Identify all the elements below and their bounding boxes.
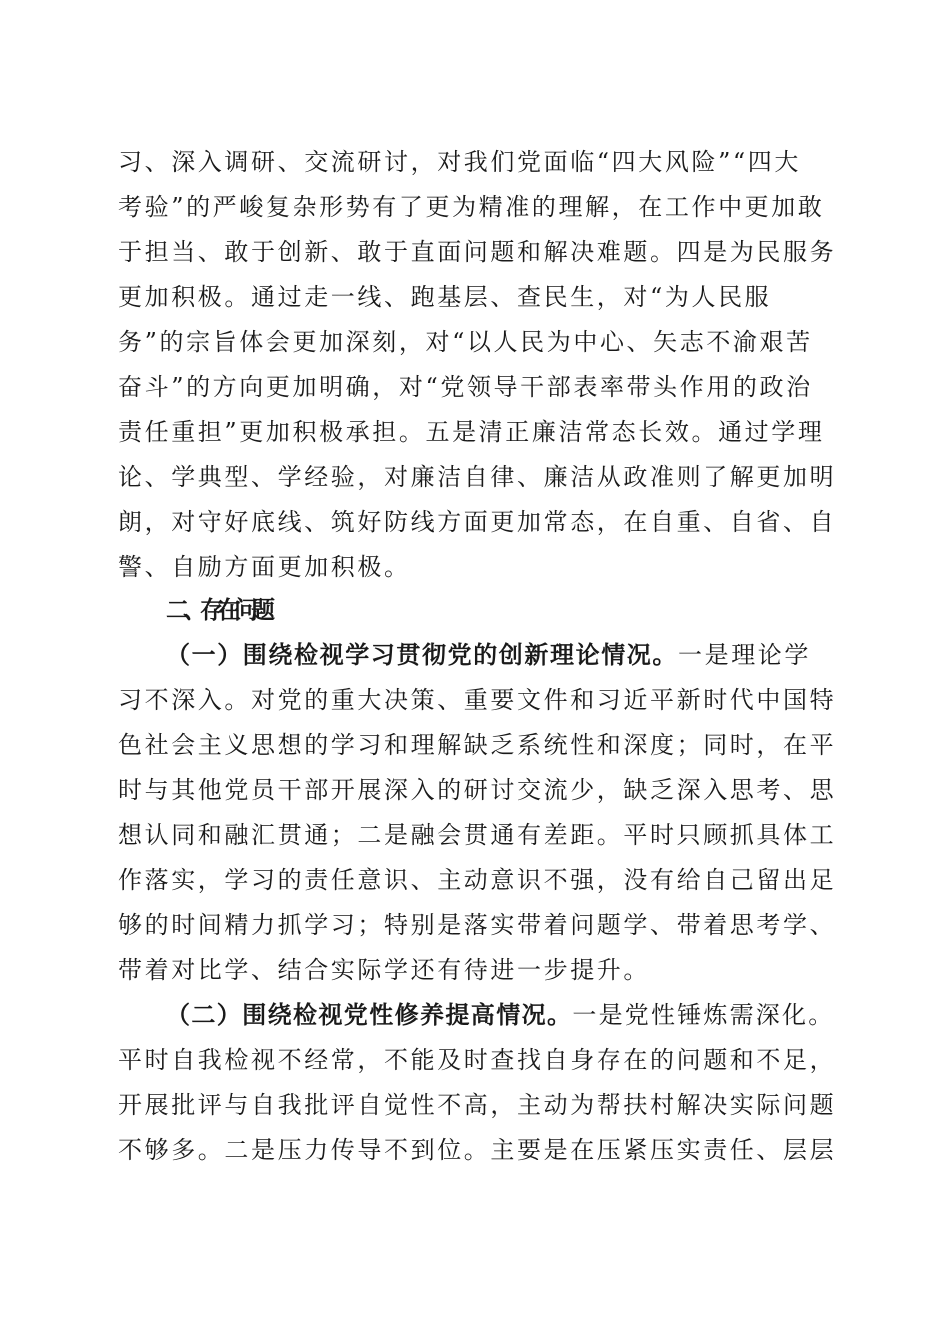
section-heading: 二、存在问题 [166, 596, 268, 624]
body-text-line: 开展批评与自我批评自觉性不高，主动为帮扶村解决实际问题 [118, 1091, 837, 1119]
subsection-text: 一是党性锤炼需深化。 [572, 1001, 835, 1029]
body-text-line: 作落实，学习的责任意识、主动意识不强，没有给自己留出足 [118, 866, 837, 894]
body-text-line: 更加积极。通过走一线、跑基层、查民生，对“为人民服 [118, 283, 772, 311]
body-text-line: 习不深入。对党的重大决策、重要文件和习近平新时代中国特 [118, 686, 837, 714]
body-text-line: 色社会主义思想的学习和理解缺乏系统性和深度；同时，在平 [118, 731, 837, 759]
body-text-line: 习、深入调研、交流研讨，对我们党面临“四大风险”“四大 [118, 148, 802, 176]
body-text-line: 不够多。二是压力传导不到位。主要是在压紧压实责任、层层 [118, 1136, 837, 1164]
body-text-line: 朗，对守好底线、筑好防线方面更加常态，在自重、自省、自 [118, 508, 837, 536]
body-text-line: 想认同和融汇贯通；二是融会贯通有差距。平时只顾抓具体工 [118, 821, 837, 849]
body-text-line: 够的时间精力抓学习；特别是落实带着问题学、带着思考学、 [118, 911, 837, 939]
body-text-line: 平时自我检视不经常，不能及时查找自身存在的问题和不足， [118, 1046, 837, 1074]
subsection-title: （二）围绕检视党性修养提高情况。 [166, 1001, 573, 1029]
body-text-line: 论、学典型、学经验，对廉洁自律、廉洁从政准则了解更加明 [118, 463, 837, 491]
subsection-title: （一）围绕检视学习贯彻党的创新理论情况。 [166, 641, 678, 669]
subsection-first-line [166, 633, 838, 677]
subsection-first-line [166, 993, 838, 1037]
body-text-line: 务”的宗旨体会更加深刻，对“以人民为中心、矢志不渝艰苦 [118, 328, 813, 356]
subsection-text: 一是理论学 [678, 641, 811, 669]
body-text-line: 时与其他党员干部开展深入的研讨交流少，缺乏深入思考、思 [118, 776, 837, 804]
body-text-line: 责任重担”更加积极承担。五是清正廉洁常态长效。通过学理 [118, 418, 825, 446]
body-text-line: 奋斗”的方向更加明确，对“党领导干部表率带头作用的政治 [118, 373, 813, 401]
body-text-line: 警、自励方面更加积极。 [118, 553, 411, 581]
body-text-line: 考验”的严峻复杂形势有了更为精准的理解，在工作中更加敢 [118, 193, 825, 221]
body-text-line: 带着对比学、结合实际学还有待进一步提升。 [118, 956, 650, 984]
body-text-line: 于担当、敢于创新、敢于直面问题和解决难题。四是为民服务 [118, 238, 837, 266]
